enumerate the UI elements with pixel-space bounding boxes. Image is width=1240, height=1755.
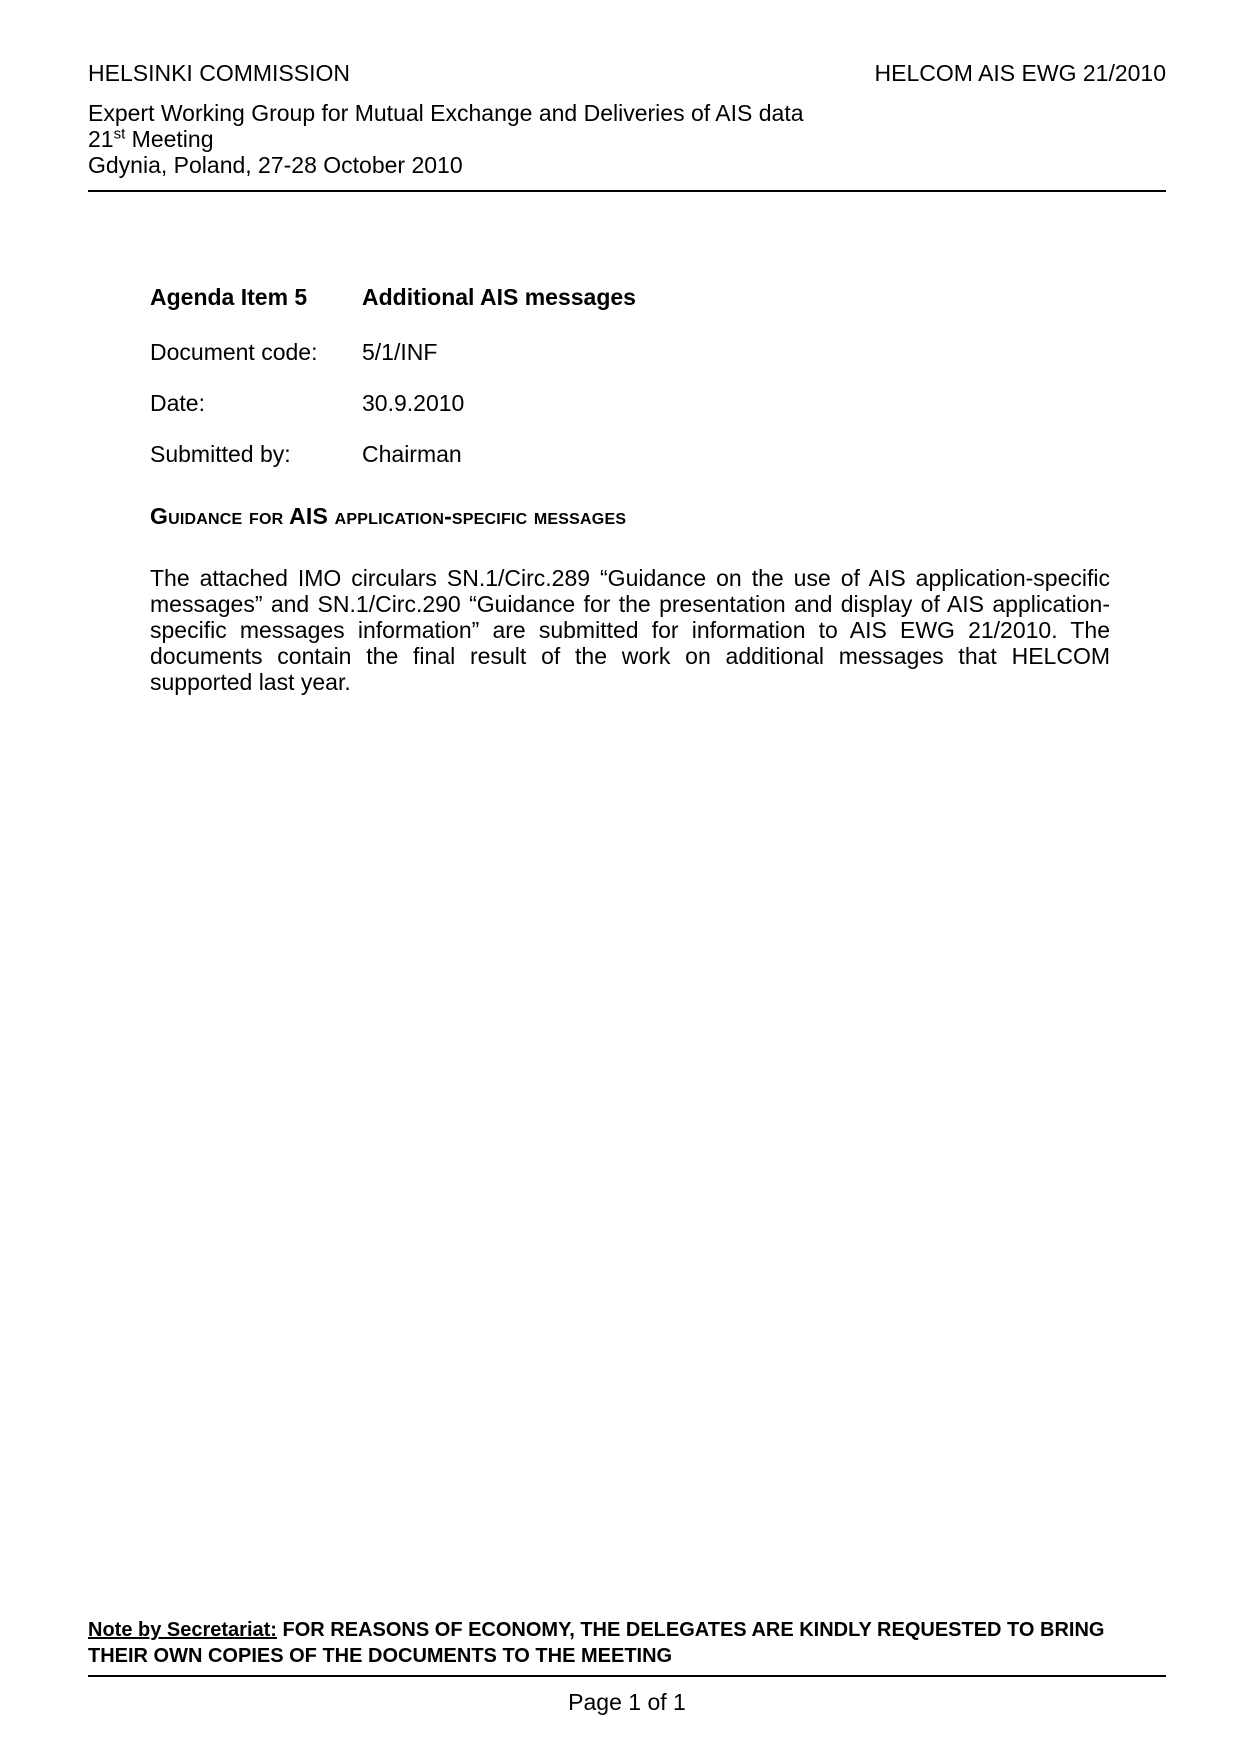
doc-info-row	[150, 441, 1110, 467]
body-paragraph: The attached IMO circulars SN.1/Circ.289 “Guidance on the use of AIS application-specific messages” and SN.1/Circ.290 “Guidance for the presentation and display of AIS application-specific messages information” are submitted for information to AIS EWG 21/2010. The documents contain the final result of the work on additional messages that HELCOM supported last year.	[150, 565, 1110, 695]
doc-info-value: 5/1/INF	[362, 339, 438, 365]
doc-info-value: 30.9.2010	[362, 390, 465, 416]
note-text: FOR REASONS OF ECONOMY, THE DELEGATES ARE KINDLY REQUESTED TO BRING THEIR OWN COPIES OF THE DOCUMENTS TO THE MEETING	[88, 1619, 1105, 1667]
note-label: Note by Secretariat:	[88, 1619, 277, 1641]
agenda-item-label: Agenda Item 5	[150, 284, 308, 310]
doc-info-label: Date:	[150, 390, 205, 416]
doc-info-list	[150, 339, 1110, 467]
secretariat-note	[88, 1617, 1166, 1677]
section-heading: Guidance for AIS application-specific messages	[150, 503, 627, 529]
agenda-line	[150, 284, 1110, 310]
meeting-ordinal: st	[113, 125, 126, 143]
meeting-line	[88, 126, 1166, 152]
agenda-item-title: Additional AIS messages	[362, 284, 636, 310]
document-header	[88, 60, 1166, 192]
org-name: HELSINKI COMMISSION	[88, 60, 350, 86]
page-indicator: Page 1 of 1	[568, 1689, 686, 1715]
doc-info-row	[150, 390, 1110, 416]
doc-info-label: Submitted by:	[150, 441, 291, 467]
meeting-number: 21	[88, 126, 114, 152]
document-body	[150, 284, 1110, 695]
meeting-suffix: Meeting	[125, 126, 214, 152]
doc-info-row	[150, 339, 1110, 365]
venue-line: Gdynia, Poland, 27-28 October 2010	[88, 152, 463, 178]
document-footer	[88, 1617, 1166, 1715]
document-reference: HELCOM AIS EWG 21/2010	[874, 60, 1166, 86]
doc-info-value: Chairman	[362, 441, 462, 467]
doc-info-label: Document code:	[150, 339, 318, 365]
header-title-row	[88, 60, 1166, 86]
working-group-line: Expert Working Group for Mutual Exchange and Deliveries of AIS data	[88, 100, 804, 126]
